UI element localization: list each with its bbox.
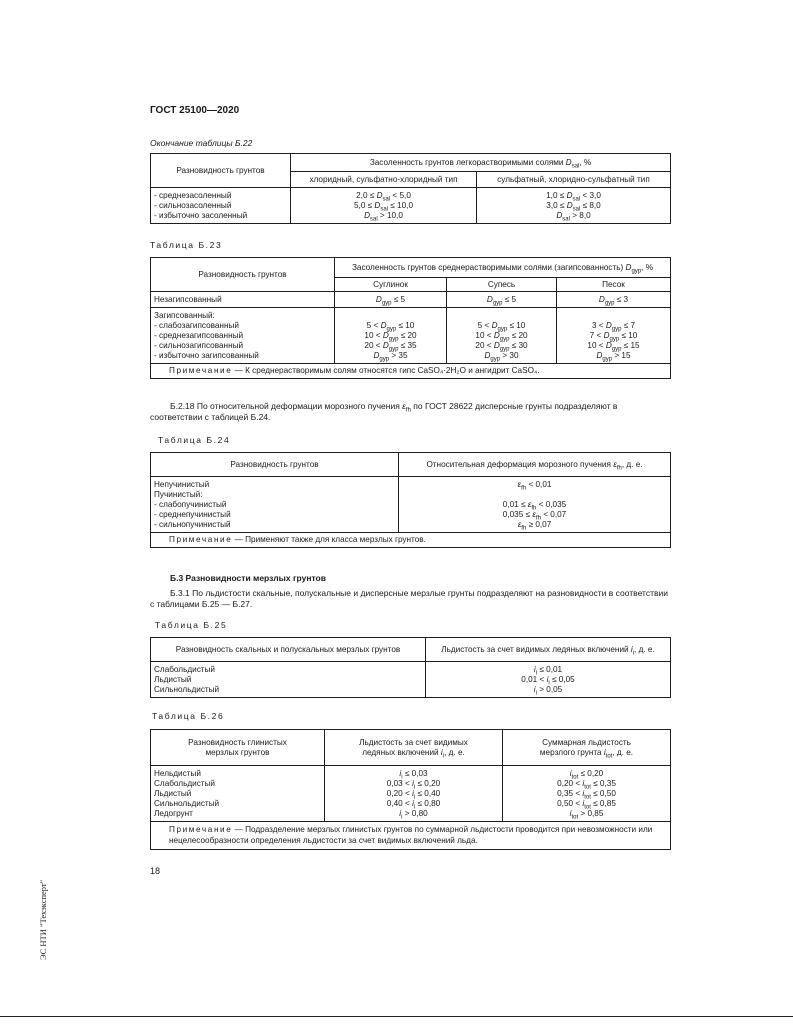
table-row: Льдистый [154, 789, 192, 798]
table-b24-body-col1 [151, 477, 399, 533]
table-cell: $0,01 < i_i \le 0,05$ [521, 675, 575, 687]
table-row: - среднепучинистый [154, 510, 231, 519]
table-b22-body-col3 [477, 188, 671, 224]
table-b23-col-loam: Суглинок [335, 278, 447, 292]
table-cell: $i_i > 0,80$ [399, 809, 428, 821]
table-cell: $0,03 < i_i \le 0,20$ [386, 779, 441, 791]
table-cell: $0,20 < i_{tot} \le 0,35$ [557, 779, 616, 791]
table-cell: $i_i \le 0,03$ [399, 769, 428, 781]
table-cell: $1,0 \le D_{sal} < 3,0$ [546, 191, 601, 203]
table-row: Слабольдистый [154, 665, 216, 674]
table-cell: $i_i > 0,05$ [533, 685, 563, 697]
table-row: - избыточно загипсованный [154, 351, 259, 360]
table-cell: $10 < D_{gyp} \le 15$ [587, 341, 640, 353]
table-b22-col-sulfate: сульфатный, хлоридно-сульфатный тип [477, 172, 671, 188]
table-b25-body-col2 [426, 662, 671, 698]
table-cell: $D_{sal} > 10,0$ [364, 211, 403, 223]
table-cell: $20 < D_{gyp} \le 30$ [475, 341, 528, 353]
document-header: ГОСТ 25100—2020 [150, 105, 240, 116]
table-b22-body-col2 [291, 188, 477, 224]
table-b26-col-soil [151, 730, 325, 766]
table-cell: $0,40 < i_i \le 0,80$ [386, 799, 441, 811]
table-row: Сильнольдистый [154, 685, 220, 694]
table-b24 [150, 452, 671, 548]
table-cell: $0,20 < i_i \le 0,40$ [386, 789, 441, 801]
table-b24-body-col2 [399, 477, 671, 533]
table-row: Слабольдистый [154, 779, 216, 788]
table-b23-body-col3 [447, 308, 557, 364]
table-cell: $5 < D_{gyp} \le 10$ [477, 321, 526, 333]
table-cell: $D_{gyp} \le 5$ [447, 292, 557, 308]
table-cell: $7 < D_{gyp} \le 10$ [589, 331, 638, 343]
paragraph-b2-18: Б.2.18 По относительной деформации морозного пучения $\varepsilon_{fh}$ по ГОСТ 28622 дисперсные грунты подразделяют в соответствии с таблицей Б.24. [150, 401, 618, 422]
vertical-watermark: ЭС НТИ "Техэксперт" [38, 879, 48, 960]
header-line: мерзлого грунта $i_{tot}$, д. е. [539, 747, 634, 760]
table-cell: $5,0 \le D_{sal} \le 10,0$ [353, 201, 413, 213]
table-b23-body-col1 [151, 308, 335, 364]
table-b23-col-soil: Разновидность грунтов [151, 258, 335, 292]
table-cell [338, 311, 443, 321]
table-b24-col-deformation: Относительная деформация морозного пучения $\varepsilon_{fh}$, д. е. [399, 453, 671, 477]
header-line: Разновидность глинистых [188, 737, 287, 747]
table-cell: $10 < D_{gyp} \le 20$ [475, 331, 528, 343]
table-b23-note [151, 364, 671, 379]
table-b23-caption: Таблица Б.23 [150, 240, 223, 250]
table-b26-col-visible-ice [325, 730, 503, 766]
table-row: Незагипсованный [151, 292, 335, 308]
table-cell: $i_i \le 0,01$ [533, 665, 563, 677]
table-row: - сильнозасоленный [154, 201, 232, 210]
page-number: 18 [150, 866, 161, 876]
note-text: — К среднерастворимым солям относятся гипс CaSO₄·2H₂O и ангидрит CaSO₄. [232, 366, 540, 375]
table-b24-caption: Таблица Б.24 [158, 435, 231, 445]
header-line: ледяных включений $i_i$, д. е. [362, 747, 465, 760]
table-b25-caption: Таблица Б.25 [155, 620, 228, 630]
table-b26-note [151, 822, 671, 850]
table-cell: $i_{tot} \le 0,20$ [569, 769, 604, 781]
table-row: - сильнозагипсованный [154, 341, 244, 350]
table-row: - сильнопучинистый [154, 520, 231, 529]
table-row: Сильнольдистый [154, 799, 220, 808]
table-b25-col-iciness: Льдистость за счет видимых ледяных включений $i_i$, д. е. [426, 638, 671, 662]
table-b23 [150, 257, 671, 379]
table-cell: $\varepsilon_{fh} < 0,01$ [517, 480, 552, 492]
table-b22 [150, 153, 671, 224]
table-b23-col-sand: Песок [557, 278, 671, 292]
table-row: Пучинистый: [154, 490, 203, 499]
table-row: - слабозагипсованный [154, 321, 239, 330]
table-b22-col-soil: Разновидность грунтов [151, 154, 291, 188]
table-b23-col-group: Засоленность грунтов среднерастворимыми солями (загипсованность) $D_{gyp}$, % [335, 258, 671, 278]
table-cell: $i_{tot} > 0,85$ [569, 809, 604, 821]
table-cell: $D_{gyp} > 35$ [373, 351, 408, 363]
table-b22-col-group: Засоленность грунтов легкорастворимыми солями $D_{sal}$, % [291, 154, 671, 172]
section-heading: Б.3 Разновидности мерзлых грунтов [170, 573, 326, 583]
table-b22-body-col1 [151, 188, 291, 224]
table-b22-col-chloride: хлоридный, сульфатно-хлоридный тип [291, 172, 477, 188]
note-label: Примечание [169, 825, 233, 834]
table-cell: $D_{gyp} > 15$ [596, 351, 631, 363]
table-b26-caption: Таблица Б.26 [152, 711, 225, 721]
table-cell: $\varepsilon_{fh} \ge 0,07$ [517, 520, 552, 532]
table-row: - среднезагипсованный [154, 331, 244, 340]
table-cell: $0,01 \le \varepsilon_{fh} < 0,035$ [502, 500, 567, 512]
table-b23-col-sandy-loam: Супесь [447, 278, 557, 292]
table-cell: $10 < D_{gyp} \le 20$ [364, 331, 417, 343]
table-cell: $3,0 \le D_{sal} \le 8,0$ [546, 201, 601, 213]
table-cell: $0,50 < i_{tot} \le 0,85$ [557, 799, 616, 811]
table-b26-body-col2 [325, 766, 503, 822]
header-line: Льдистость за счет видимых [359, 737, 468, 747]
table-row: - среднезасоленный [154, 191, 232, 200]
table-b26-col-total-ice [503, 730, 671, 766]
table-b24-note [151, 533, 671, 548]
table-row: - избыточно засоленный [154, 211, 248, 220]
table-row: Льдистый [154, 675, 192, 684]
table-cell [560, 311, 667, 321]
table-cell: $D_{gyp} \le 5$ [335, 292, 447, 308]
note-text: — Применяют также для класса мерзлых грунтов. [232, 535, 426, 544]
table-row: Загипсованный: [154, 311, 215, 320]
table-b25-col-soil: Разновидность скальных и полускальных мерзлых грунтов [151, 638, 426, 662]
table-row: Непучинистый [154, 480, 210, 489]
note-label: Примечание [169, 366, 233, 375]
table-b26 [150, 729, 671, 850]
note-label: Примечание [169, 535, 233, 544]
table-cell: $D_{gyp} > 30$ [484, 351, 519, 363]
bottom-divider [0, 1016, 793, 1017]
table-b26-body-col1 [151, 766, 325, 822]
paragraph-b3-1: Б.3.1 По льдистости скальные, полускальные и дисперсные мерзлые грунты подразделяют на разновидности в соответствии с таблицами Б.25 — Б.27. [150, 588, 668, 609]
table-b26-body-col3 [503, 766, 671, 822]
table-cell: $5 < D_{gyp} \le 10$ [366, 321, 415, 333]
table-b25 [150, 637, 671, 698]
table-cell [450, 311, 553, 321]
table-b25-body-col1 [151, 662, 426, 698]
table-cell: $0,035 \le \varepsilon_{fh} < 0,07$ [502, 510, 567, 522]
table-cell [402, 490, 667, 500]
table-cell: $D_{sal} > 8,0$ [556, 211, 591, 223]
table-b23-body-col2 [335, 308, 447, 364]
table-cell: $D_{gyp} \le 3$ [557, 292, 671, 308]
table-b24-col-soil: Разновидность грунтов [151, 453, 399, 477]
table-cell: $0,35 < i_{tot} \le 0,50$ [557, 789, 616, 801]
table-row: Нельдистый [154, 769, 201, 778]
table-b23-body-col4 [557, 308, 671, 364]
note-text: — Подразделение мерзлых глинистых грунтов по суммарной льдистости проводится при невозможности или нецелесообразности определения льдистости за счет видимых включений льда. [169, 825, 653, 845]
table-row: - слабопучинистый [154, 500, 227, 509]
table-row: Ледогрунт [154, 809, 193, 818]
header-line: Суммарная льдистость [542, 737, 631, 747]
table-b22-caption: Окончание таблицы Б.22 [150, 138, 253, 148]
table-cell: $2,0 \le D_{sal} < 5,0$ [356, 191, 411, 203]
table-cell: $3 < D_{gyp} \le 7$ [591, 321, 636, 333]
table-cell: $20 < D_{gyp} \le 35$ [364, 341, 417, 353]
header-line: мерзлых грунтов [205, 747, 270, 757]
